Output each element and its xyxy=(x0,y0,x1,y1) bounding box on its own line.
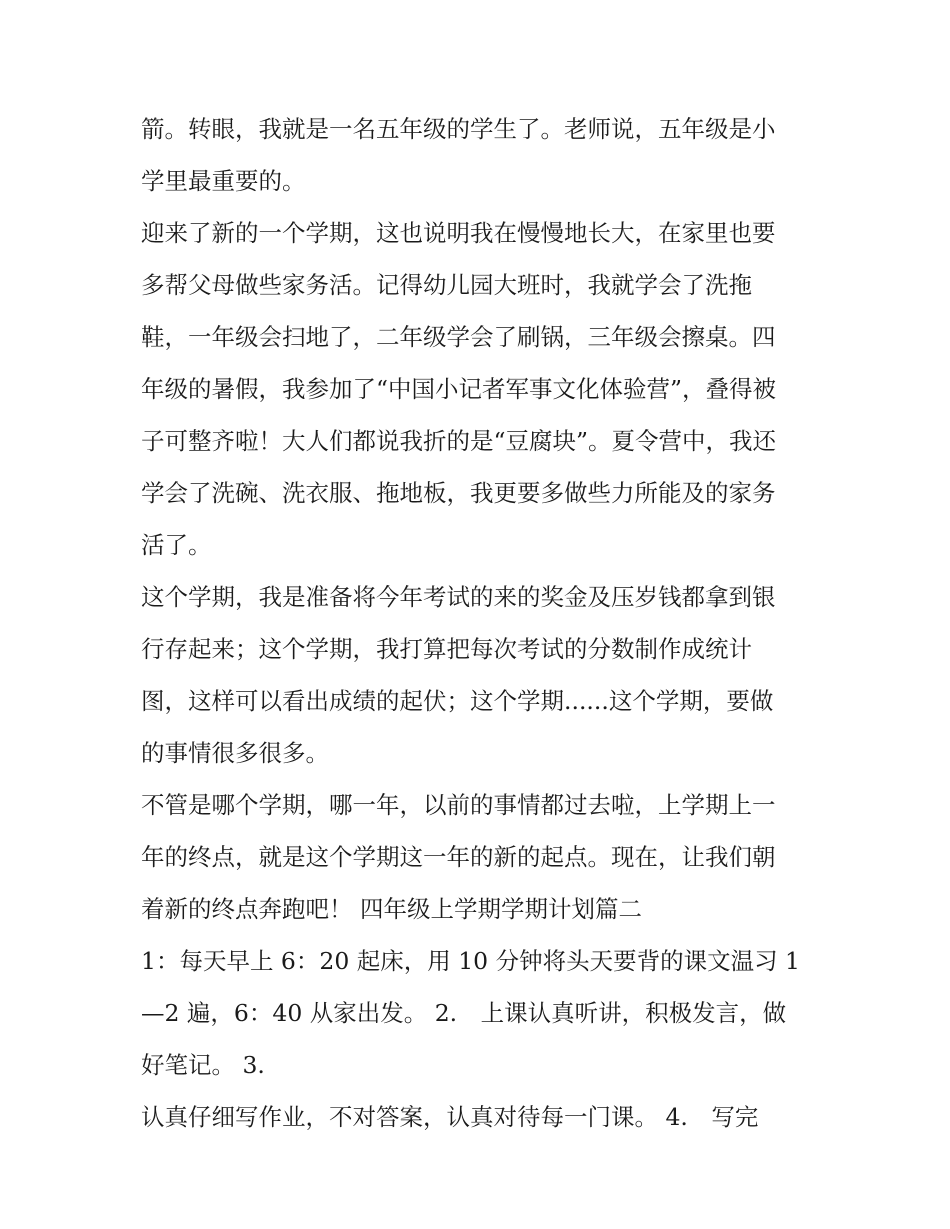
text-line: 好笔记。 3. xyxy=(141,1051,265,1079)
text-line: 学会了洗碗、洗衣服、拖地板，我更要多做些力所能及的家务 xyxy=(141,479,776,507)
text-line: —2 遍，6：40 从家出发。 2. 上课认真听讲，积极发言，做 xyxy=(141,999,787,1027)
document-body xyxy=(141,103,831,1143)
text-line: 迎来了新的一个学期，这也说明我在慢慢地长大，在家里也要 xyxy=(141,219,776,247)
text-line: 子可整齐啦！大人们都说我折的是“豆腐块”。夏令营中，我还 xyxy=(141,427,777,455)
text-line: 年的终点，就是这个学期这一年的新的起点。现在，让我们朝 xyxy=(141,843,776,871)
text-line: 活了。 xyxy=(141,531,212,559)
text-line: 鞋，一年级会扫地了，二年级学会了刷锅，三年级会擦桌。四 xyxy=(141,323,776,351)
text-line: 多帮父母做些家务活。记得幼儿园大班时，我就学会了洗拖 xyxy=(141,271,752,299)
text-line: 着新的终点奔跑吧！ 四年级上学期学期计划篇二 xyxy=(141,895,642,923)
text-line: 不管是哪个学期，哪一年，以前的事情都过去啦，上学期上一 xyxy=(141,791,776,819)
text-line: 图，这样可以看出成绩的起伏；这个学期......这个学期，要做 xyxy=(141,687,774,715)
text-line: 箭。转眼，我就是一名五年级的学生了。老师说，五年级是小 xyxy=(141,115,776,143)
text-line: 学里最重要的。 xyxy=(141,167,306,195)
text-line: 这个学期，我是准备将今年考试的来的奖金及压岁钱都拿到银 xyxy=(141,583,776,611)
text-line: 认真仔细写作业，不对答案，认真对待每一门课。 4. 写完 xyxy=(141,1103,759,1131)
text-line: 1：每天早上 6：20 起床，用 10 分钟将头天要背的课文温习 1 xyxy=(141,947,801,975)
text-line: 行存起来；这个学期，我打算把每次考试的分数制作成统计 xyxy=(141,635,752,663)
text-line: 的事情很多很多。 xyxy=(141,739,329,767)
text-line: 年级的暑假，我参加了“中国小记者军事文化体验营”，叠得被 xyxy=(141,375,777,403)
